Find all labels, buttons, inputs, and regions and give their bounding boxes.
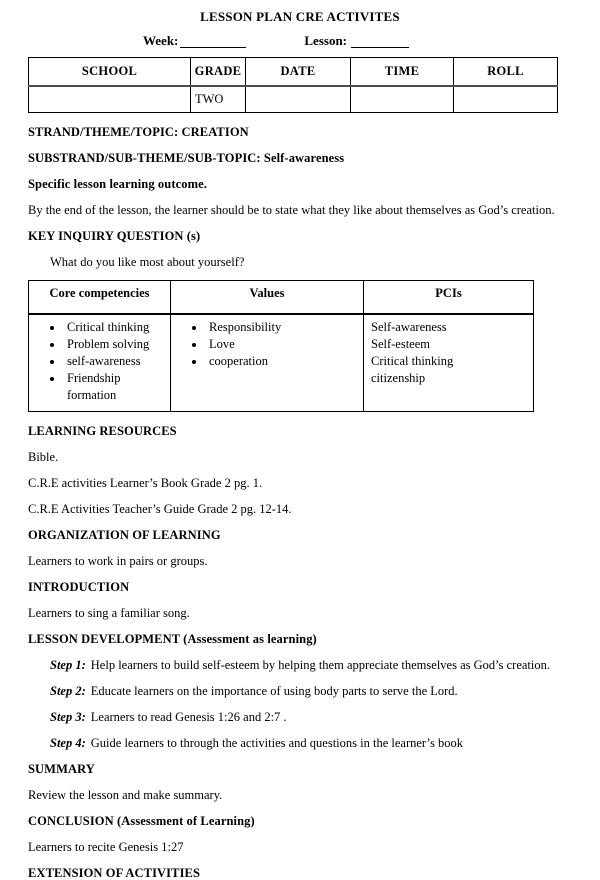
core-competencies-list <box>33 319 166 404</box>
header-values: Values <box>171 281 364 315</box>
outcome-text: By the end of the lesson, the learner should be to state what they like about themselves as God’s creation. <box>28 203 555 217</box>
competency-table-header-row <box>29 281 534 315</box>
step-text: Educate learners on the importance of using body parts to serve the Lord. <box>90 684 458 698</box>
strand-heading: STRAND/THEME/TOPIC: CREATION <box>28 125 249 139</box>
list-item: • Problem solving <box>64 336 166 353</box>
info-table-header-row <box>29 58 558 87</box>
header-date: DATE <box>246 58 351 87</box>
header-roll: ROLL <box>454 58 558 87</box>
resource-item: C.R.E Activities Teacher’s Guide Grade 2 pg. 12-14. <box>28 502 292 516</box>
step-item <box>50 685 572 698</box>
core-competencies-cell <box>29 314 171 412</box>
introduction-heading: INTRODUCTION <box>28 580 130 594</box>
list-item: • cooperation <box>206 353 359 370</box>
step-text: Learners to read Genesis 1:26 and 2:7 . <box>90 710 287 724</box>
header-school: SCHOOL <box>29 58 191 87</box>
summary-heading: SUMMARY <box>28 762 95 776</box>
lesson-blank-field <box>351 34 409 48</box>
organization-heading: ORGANIZATION OF LEARNING <box>28 528 221 542</box>
resource-item: Bible. <box>28 450 59 464</box>
extension-heading: EXTENSION OF ACTIVITIES <box>28 866 201 880</box>
competency-table <box>28 280 534 412</box>
header-pcis: PCIs <box>364 281 534 315</box>
pci-line: Critical thinking <box>371 354 454 368</box>
step-text: Guide learners to through the activities and questions in the learner’s book <box>90 736 464 750</box>
pci-line: Self-esteem <box>371 337 431 351</box>
step-item <box>50 659 572 672</box>
info-table-value-row <box>29 86 558 113</box>
date-value-cell <box>246 86 351 113</box>
header-core-competencies: Core competencies <box>29 281 171 315</box>
list-item: • self-awareness <box>64 353 166 370</box>
substrand-heading: SUBSTRAND/SUB-THEME/SUB-TOPIC: Self-awareness <box>28 151 345 165</box>
outcome-heading: Specific lesson learning outcome. <box>28 177 207 191</box>
step-label: Step 1: <box>50 658 86 672</box>
step-text: Help learners to build self-esteem by helping them appreciate themselves as God’s creation. <box>90 658 550 672</box>
lesson-development-heading: LESSON DEVELOPMENT (Assessment as learning) <box>28 632 317 646</box>
header-grade: GRADE <box>191 58 246 87</box>
list-item: • Friendship formation <box>64 370 166 404</box>
pci-line: Self-awareness <box>371 320 447 334</box>
values-cell <box>171 314 364 412</box>
step-item <box>50 711 572 724</box>
school-info-table <box>28 57 558 113</box>
step-label: Step 3: <box>50 710 86 724</box>
key-inquiry-question: What do you like most about yourself? <box>50 255 245 269</box>
organization-text: Learners to work in pairs or groups. <box>28 554 208 568</box>
values-list <box>175 319 359 370</box>
page-title: LESSON PLAN CRE ACTIVITES <box>200 9 400 24</box>
competency-table-body-row <box>29 314 534 412</box>
week-blank-field <box>180 34 246 48</box>
list-item: • Responsibility <box>206 319 359 336</box>
time-value-cell <box>351 86 454 113</box>
roll-value-cell <box>454 86 558 113</box>
lesson-label: Lesson: <box>304 33 348 48</box>
list-item: • Love <box>206 336 359 353</box>
key-inquiry-heading: KEY INQUIRY QUESTION (s) <box>28 229 201 243</box>
learning-resources-heading: LEARNING RESOURCES <box>28 424 177 438</box>
conclusion-text: Learners to recite Genesis 1:27 <box>28 840 184 854</box>
grade-value-cell: TWO <box>191 86 246 113</box>
list-item: • Critical thinking <box>64 319 166 336</box>
step-label: Step 2: <box>50 684 86 698</box>
week-label: Week: <box>143 33 179 48</box>
introduction-text: Learners to sing a familiar song. <box>28 606 190 620</box>
resource-item: C.R.E activities Learner’s Book Grade 2 pg. 1. <box>28 476 263 490</box>
school-value-cell <box>29 86 191 113</box>
step-item <box>50 737 572 750</box>
pci-line: citizenship <box>371 371 426 385</box>
week-lesson-line <box>143 34 572 48</box>
conclusion-heading: CONCLUSION (Assessment of Learning) <box>28 814 255 828</box>
header-time: TIME <box>351 58 454 87</box>
step-label: Step 4: <box>50 736 86 750</box>
pcis-cell <box>364 314 534 412</box>
summary-text: Review the lesson and make summary. <box>28 788 223 802</box>
